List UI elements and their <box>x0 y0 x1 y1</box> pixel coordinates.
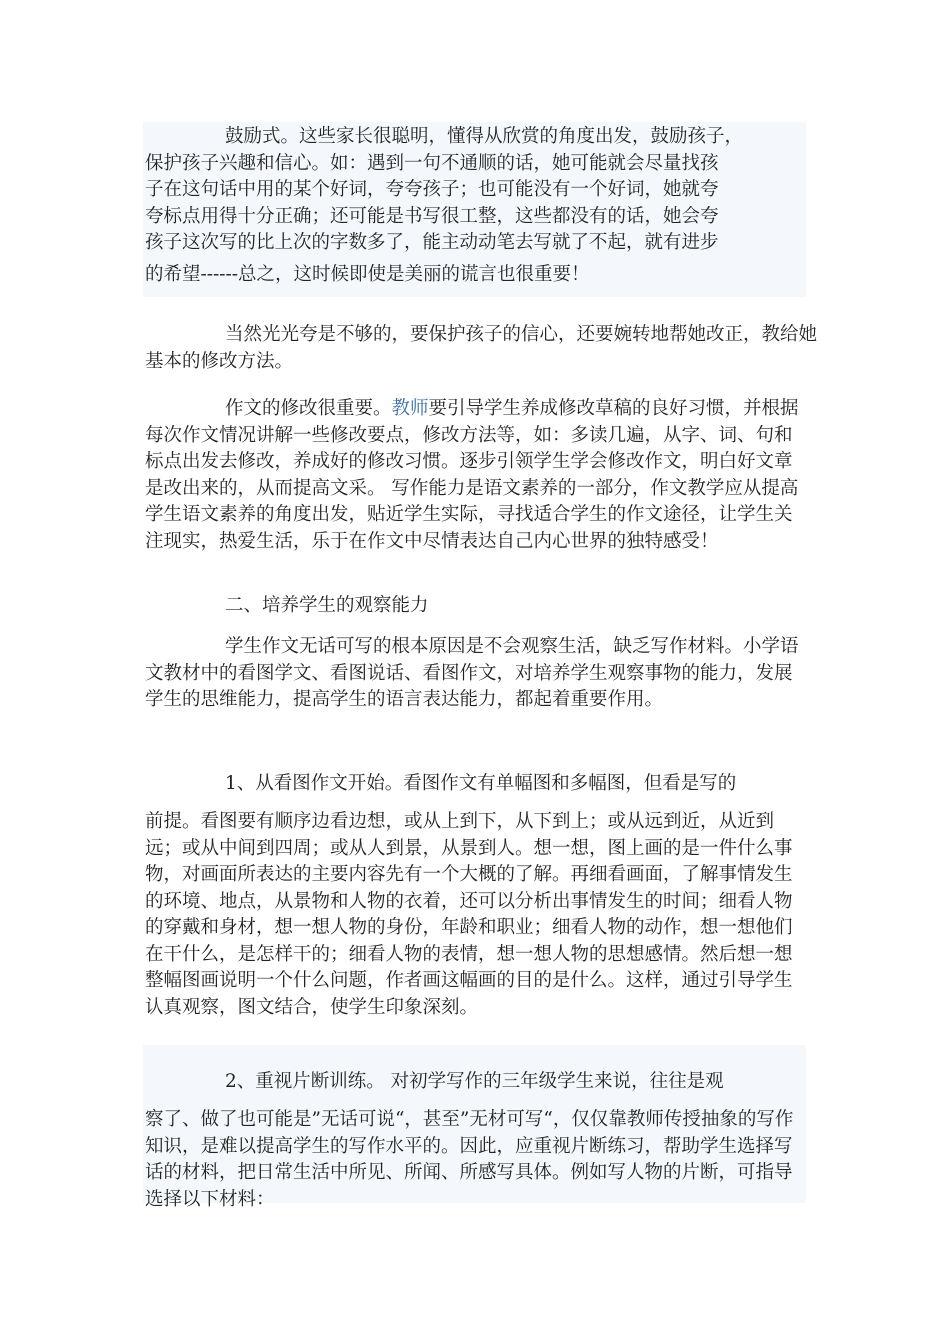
p1-line-1: 鼓励式。这些家长很聪明，懂得从欣赏的角度出发，鼓励孩子， <box>225 126 744 147</box>
p1-line-2: 保护孩子兴趣和信心。如：遇到一句不通顺的话，她可能就会尽量找孩 <box>145 152 719 174</box>
p1-line-4: 夸标点用得十分正确；还可能是书写很工整，这些都没有的话，她会夸 <box>145 205 719 227</box>
paragraph-fragment-training: 察了、做了也可能是”无话可说“，甚至”无材可写“，仅仅靠教师传授抽象的写作知识，是难以提高学生的写作水平的。因此，应重视片断练习，帮助学生选择写话的材料，把日常生活中所见、所闻、所感写具体。例如写人物的片断，可指导选择以下材料： <box>145 1109 794 1210</box>
section-heading-observation: 二、培养学生的观察能力 <box>225 595 429 616</box>
paragraph-observation: 学生作文无话可写的根本原因是不会观察生活，缺乏写作材料。小学语文教材中的看图学文、看图说话、看图作文，对培养学生观察事物的能力，发展学生的思维能力，提高学生的语言表达能力，都起着重要作用。 <box>145 636 799 710</box>
p1-line-3: 子在这句话中用的某个好词，夸夸孩子；也可能没有一个好词，她就夸 <box>145 179 719 200</box>
teacher-link[interactable]: 教师 <box>391 398 429 419</box>
p1-line-5: 孩子这次写的比上次的字数多了，能主动动笔去写就了不起，就有进步 <box>145 232 719 253</box>
p3-text-after: 要引导学生养成修改草稿的良好习惯，并根据每次作文情况讲解一些修改要点，修改方法等，如：多读几遍，从字、词、句和标点出发去修改，养成好的修改习惯。逐步引领学生学会修改作文，明白好文章是改出来的，从而提高文采。 写作能力是语文素养的一部分，作文教学应从提高学生语文素养的角度出发，贴近学生实际，寻找适合学生的作文途径，让学生关注现实，热爱生活，乐于在作文中尽情表达自己内心世界的独特感受！ <box>145 398 799 552</box>
paragraph-encouragement <box>145 124 807 257</box>
paragraph-picture-writing: 前提。看图要有顺序边看边想，或从上到下，从下到上；或从远到近，从近到远；或从中间到四周；或从人到景，从景到人。想一想，图上画的是一件什么事物，对画面所表达的主要内容先有一个大概的了解。再细看画面，了解事情发生的环境、地点，从景物和人物的衣着，还可以分析出事情发生的时间；细看人物的穿戴和身材，想一想人物的身份，年龄和职业；细看人物的动作，想一想他们在干什么，是怎样干的；细看人物的表情，想一想人物的思想感情。然后想一想整幅图画说明一个什么问题，作者画这幅画的目的是什么。这样，通过引导学生认真观察，图文结合，使学生印象深刻。 <box>145 811 793 1018</box>
p1-last-line: 的希望------总之，这时候即使是美丽的谎言也很重要！ <box>145 264 590 285</box>
paragraph-correction: 当然光光夸是不够的，要保护孩子的信心，还要婉转地帮她改正，教给她基本的修改方法。 <box>145 324 818 372</box>
p3-text-before: 作文的修改很重要。 <box>225 398 392 419</box>
paragraph-revision <box>145 396 807 555</box>
paragraph-fragment-training-first: 2、重视片断训练。 对初学写作的三年级学生来说，往往是观 <box>225 1071 724 1092</box>
paragraph-picture-writing-first: 1、从看图作文开始。看图作文有单幅图和多幅图，但看是写的 <box>225 773 737 794</box>
